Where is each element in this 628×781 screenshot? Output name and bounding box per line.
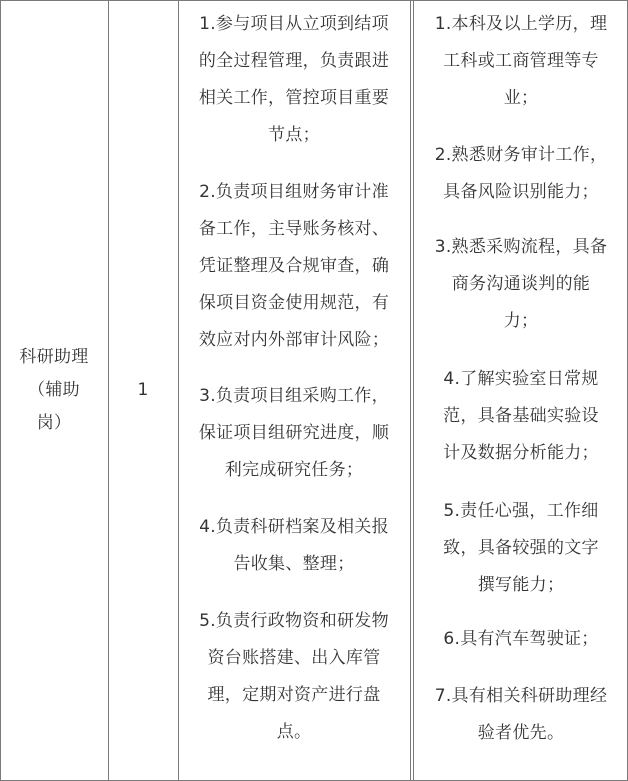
duty-item: 5.负责行政物资和研发物 资台账搭建、出入库管 理，定期对资产进行盘 点。 (199, 611, 389, 742)
duty-item: 3.负责项目组采购工作， 保证项目组研究进度，顺 利完成研究任务； (198, 386, 390, 480)
requirement-item: 7.具有相关科研助理经 验者优先。 (434, 686, 608, 743)
role-type-line: 岗） (36, 413, 72, 433)
requirement-item: 4.了解实验室日常规 范，具备基础实验设 计及数据分析能力； (443, 369, 599, 463)
requirement-item: 6.具有汽车驾驶证； (443, 629, 599, 649)
duties-cell (178, 0, 410, 781)
requirement-item: 3.熟悉采购流程，具备 商务沟通谈判的能 力； (434, 237, 608, 331)
duty-item: 2.负责项目组财务审计准 备工作，主导账务核对、 凭证整理及合规审查，确 保项目资金使用规范，有 效应对内外部审计风险； (198, 182, 390, 350)
role-cell (0, 0, 108, 781)
requirement-item: 2.熟悉财务审计工作， 具备风险识别能力； (434, 145, 608, 202)
role-type-line: （辅助 (28, 380, 80, 400)
requirement-item: 5.责任心强，工作细 致，具备较强的文字 撰写能力； (443, 501, 599, 595)
requirements-cell (414, 0, 628, 781)
role-name: 科研助理 (19, 347, 89, 367)
count-cell (108, 0, 178, 781)
headcount: 1 (137, 380, 149, 400)
requirement-item: 1.本科及以上学历，理 工科或工商管理等专 业； (434, 14, 608, 108)
duty-item: 1.参与项目从立项到结项 的全过程管理，负责跟进 相关工作，管控项目重要 节点； (198, 14, 390, 145)
duty-item: 4.负责科研档案及相关报 告收集、整理； (199, 517, 389, 574)
